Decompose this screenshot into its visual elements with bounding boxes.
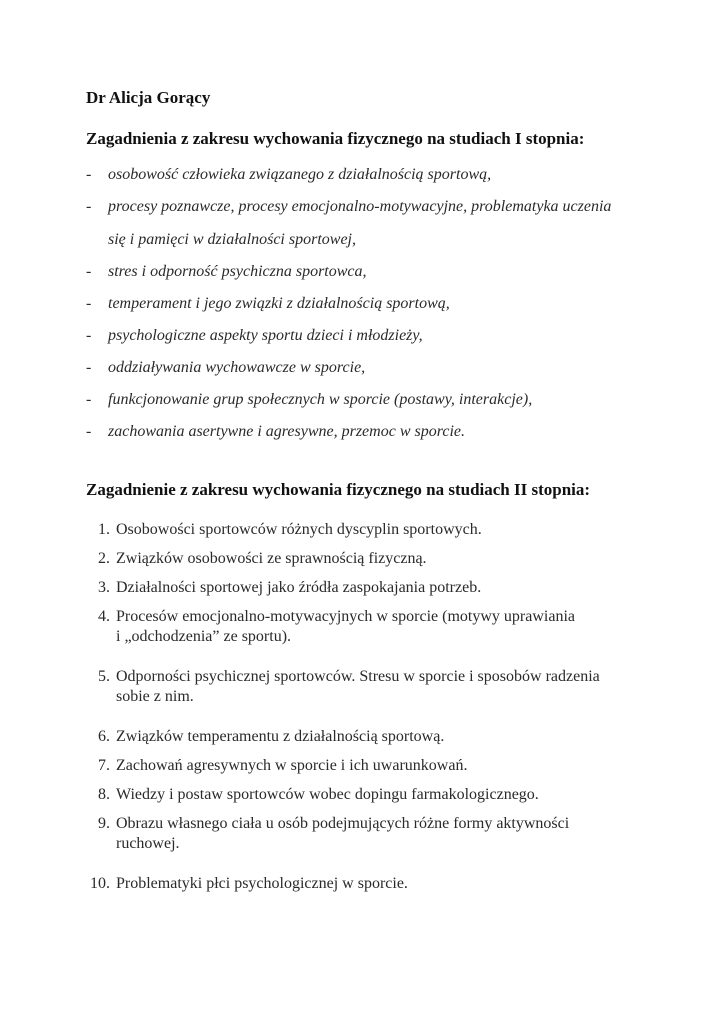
- list-item: [86, 388, 646, 412]
- list-item-text: psychologiczne aspekty sportu dzieci i młodzieży,: [108, 327, 423, 344]
- item-text: Procesów emocjonalno-motywacyjnych w sporcie (motywy uprawiania: [116, 608, 575, 625]
- list-item: [86, 292, 646, 316]
- item-text-continuation: sobie z nim.: [116, 688, 194, 705]
- numbered-item: [88, 520, 648, 540]
- item-number: 7.: [98, 757, 110, 774]
- list-item-text: oddziaływania wychowawcze w sporcie,: [108, 359, 366, 376]
- bullet-dash: -: [86, 263, 92, 280]
- numbered-item: [88, 874, 648, 894]
- item-number: 10.: [90, 875, 110, 892]
- numbered-item: [88, 578, 648, 598]
- item-number: 1.: [98, 521, 110, 538]
- numbered-item: [88, 607, 648, 647]
- item-text: Zachowań agresywnych w sporcie i ich uwarunkowań.: [116, 757, 468, 774]
- item-number: 3.: [98, 579, 110, 596]
- list-item: [86, 356, 646, 380]
- item-number: 5.: [98, 668, 110, 685]
- list-item-text: procesy poznawcze, procesy emocjonalno-motywacyjne, problematyka uczenia: [108, 198, 612, 215]
- list-item-text: temperament i jego związki z działalnością sportową,: [108, 295, 450, 312]
- numbered-item: [88, 814, 648, 854]
- bullet-dash: -: [86, 295, 92, 312]
- list-item: [86, 420, 646, 444]
- item-text: Związków temperamentu z działalnością sportową.: [116, 728, 445, 745]
- item-number: 6.: [98, 728, 110, 745]
- numbered-item: [88, 756, 648, 776]
- bullet-dash: -: [86, 166, 92, 183]
- item-text: Problematyki płci psychologicznej w sporcie.: [116, 875, 408, 892]
- list-item-text: funkcjonowanie grup społecznych w sporcie (postawy, interakcje),: [108, 391, 533, 408]
- item-text: Działalności sportowej jako źródła zaspokajania potrzeb.: [116, 579, 482, 596]
- numbered-item: [88, 785, 648, 805]
- item-number: 4.: [98, 608, 110, 625]
- bullet-dash: -: [86, 359, 92, 376]
- list-item: [86, 163, 646, 187]
- numbered-item: [88, 727, 648, 747]
- item-number: 9.: [98, 815, 110, 832]
- author-name: Dr Alicja Gorący: [86, 88, 211, 107]
- numbered-item: [88, 667, 648, 707]
- section1-heading: Zagadnienia z zakresu wychowania fizycznego na studiach I stopnia:: [86, 129, 585, 148]
- item-number: 8.: [98, 786, 110, 803]
- list-item-text-continuation: się i pamięci w działalności sportowej,: [108, 231, 356, 248]
- bullet-dash: -: [86, 198, 92, 215]
- section2-list: [88, 520, 648, 903]
- list-item-text: zachowania asertywne i agresywne, przemoc w sporcie.: [108, 423, 465, 440]
- item-text-continuation: i „odchodzenia” ze sportu).: [116, 628, 292, 645]
- list-item-text: osobowość człowieka związanego z działalnością sportową,: [108, 166, 492, 183]
- numbered-item: [88, 549, 648, 569]
- bullet-dash: -: [86, 423, 92, 440]
- list-item: [86, 195, 646, 252]
- list-item: [86, 324, 646, 348]
- item-text: Związków osobowości ze sprawnością fizyczną.: [116, 550, 427, 567]
- list-item: [86, 260, 646, 284]
- list-item-text: stres i odporność psychiczna sportowca,: [108, 263, 367, 280]
- item-number: 2.: [98, 550, 110, 567]
- item-text: Odporności psychicznej sportowców. Stresu w sporcie i sposobów radzenia: [116, 668, 600, 685]
- item-text-continuation: ruchowej.: [116, 835, 180, 852]
- section2-heading: Zagadnienie z zakresu wychowania fizycznego na studiach II stopnia:: [86, 480, 591, 499]
- item-text: Wiedzy i postaw sportowców wobec dopingu farmakologicznego.: [116, 786, 539, 803]
- item-text: Osobowości sportowców różnych dyscyplin sportowych.: [116, 521, 482, 538]
- section1-list: [86, 163, 646, 452]
- bullet-dash: -: [86, 327, 92, 344]
- bullet-dash: -: [86, 391, 92, 408]
- item-text: Obrazu własnego ciała u osób podejmujących różne formy aktywności: [116, 815, 570, 832]
